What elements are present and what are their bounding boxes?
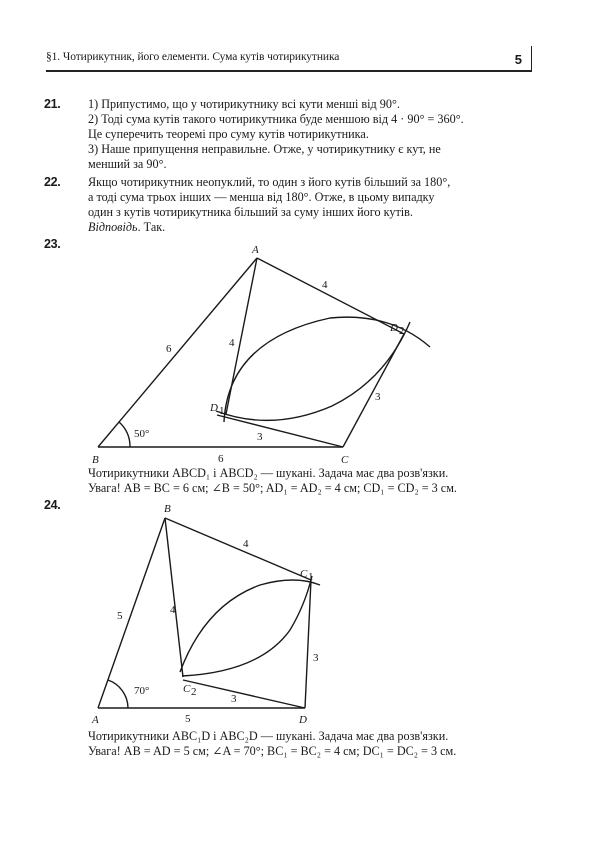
segment-AD1 [226,258,257,414]
problem-22-line: один з кутів чотирикутника більший за суму інших його кутів. [88,205,413,219]
segment-AB [98,518,165,708]
problem-23-note: Увага! AB = BC = 6 см; ∠B = 50°; AD₁ = AD₂ = 4 см; CD₁ = CD₂ = 3 см. [88,481,457,495]
label-C2: C [183,683,191,695]
answer-text: . Так. [137,220,166,234]
arc-circle-C [216,322,410,420]
problem-24-number: 24. [44,498,61,512]
label-B: B [92,454,99,466]
length-DC2: 3 [231,693,237,705]
segment-AD2 [257,258,404,334]
label-C2-sub: 2 [191,686,197,698]
length-BC2: 4 [170,604,176,616]
label-B: B [164,503,171,515]
length-BC: 6 [218,453,224,465]
angle-arc-B [119,422,130,447]
page-number: 5 [514,52,522,67]
problem-23-caption: Чотирикутники ABCD₁ і ABCD₂ — шукані. Задача має два розв'язки. [88,466,449,480]
length-AD: 5 [185,713,191,725]
problem-21-line: 1) Припустимо, що у чотирикутнику всі кути менші від 90°. [88,97,400,111]
figure-24 [98,518,320,708]
length-AB: 5 [117,610,123,622]
length-DC1: 3 [313,652,319,664]
chapter-title: §1. Чотирикутник, його елементи. Сума кутів чотирикутника [46,51,340,63]
label-A: A [92,714,99,726]
problem-21-number: 21. [44,97,61,111]
label-C1-sub: 1 [308,571,314,583]
label-D1: D [210,402,218,414]
arc-circle-B [180,580,320,672]
figure-23-labels [92,244,405,466]
problem-22-line: Якщо чотирикутник неопуклий, то один з його кутів більший за 180°, [88,175,451,189]
figure-23 [98,258,430,447]
length-AD1: 4 [229,337,235,349]
segment-DC1 [305,580,311,708]
label-A: A [252,244,259,256]
angle-arc-A [108,680,128,708]
angle-B-label: 50° [134,428,150,440]
problem-21-line: менший за 90°. [88,157,167,171]
segment-BC2 [165,518,183,677]
label-C: C [341,454,349,466]
length-CD2: 3 [375,391,381,403]
problem-21-line: 3) Наше припущення неправильне. Отже, у чотирикутнику є кут, не [88,142,441,156]
problem-24-note: Увага! AB = AD = 5 см; ∠A = 70°; BC₁ = BC₂ = 4 см; DC₁ = DC₂ = 3 см. [88,744,457,758]
problem-22-number: 22. [44,175,61,189]
label-D1-sub: 1 [219,405,225,417]
length-CD1: 3 [257,431,263,443]
problem-24-caption: Чотирикутники ABC₁D і ABC₂D — шукані. Задача має два розв'язки. [88,729,449,743]
length-AB: 6 [166,343,172,355]
segment-BC1 [165,518,311,580]
problem-22-line: а тоді сума трьох інших — менша від 180°. Отже, в цьому випадку [88,190,435,204]
figure-24-labels [91,503,319,726]
label-D2: D [390,322,398,334]
label-D2-sub: 2 [399,325,405,337]
label-D: D [299,714,307,726]
problem-21-line: 2) Тоді сума кутів такого чотирикутника буде меншою від 4 · 90° = 360°. [88,112,464,126]
length-BC1: 4 [243,538,249,550]
problem-23-number: 23. [44,237,61,251]
segment-DC2 [183,680,305,708]
length-AD2: 4 [322,279,328,291]
label-C1: C [300,568,308,580]
answer-label: Відповідь [88,220,138,234]
angle-A-label: 70° [134,685,150,697]
problem-21-line: Це суперечить теоремі про суму кутів чотирикутника. [88,127,369,141]
